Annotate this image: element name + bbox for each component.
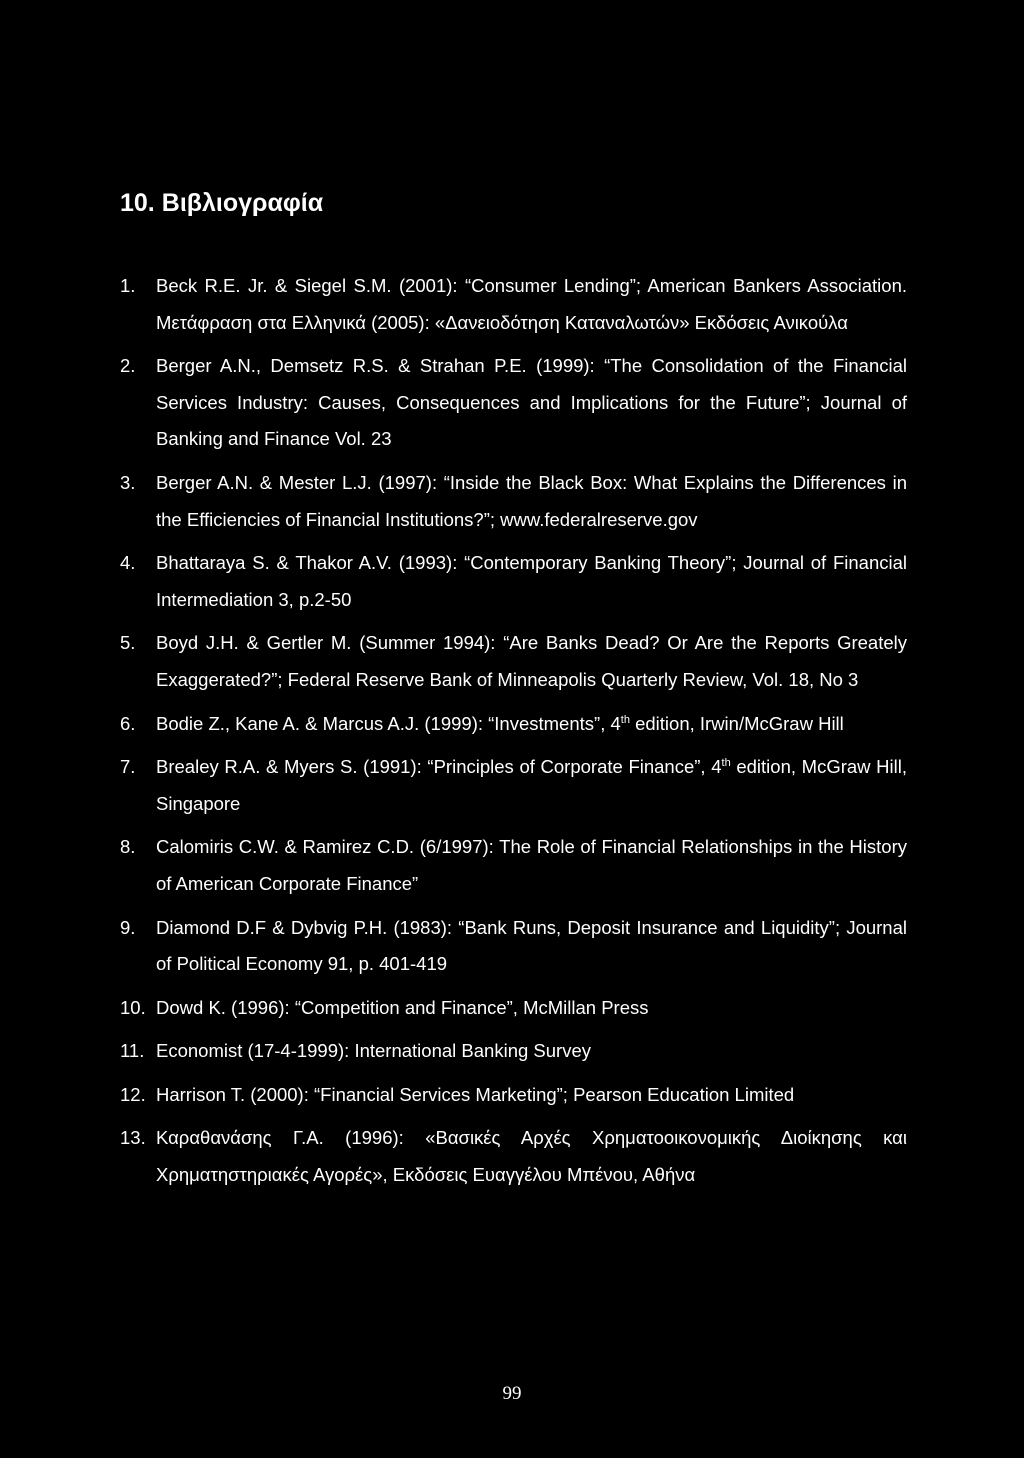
- bibliography-entry: [120, 910, 907, 983]
- entry-text-part: edition, McGraw Hill, Singapore: [156, 756, 908, 814]
- entry-text-part: edition, Irwin/McGraw Hill: [629, 712, 844, 734]
- bibliography-entry: [120, 829, 907, 902]
- entry-text-part: Brealey R.A. & Myers S. (1991): “Principles of Corporate Finance”, 4: [156, 756, 722, 778]
- section-number: 10.: [120, 188, 155, 217]
- entry-number: 1.: [120, 275, 136, 296]
- entry-number: 7.: [120, 756, 136, 778]
- bibliography-entry: [120, 268, 907, 341]
- superscript-ordinal: th: [620, 713, 630, 726]
- section-heading: [120, 189, 323, 218]
- entry-text: Boyd J.H. & Gertler M. (Summer 1994): “Are Banks Dead? Or Are the Reports Greately Exaggerated?”; Federal Reserve Bank of Minneapolis Quarterly Review, Vol. 18, No 3: [156, 632, 907, 690]
- bibliography-list: [120, 268, 907, 1201]
- entry-text: Economist (17-4-1999): International Banking Survey: [156, 1040, 591, 1062]
- entry-text-part: Bodie Z., Kane A. & Marcus A.J. (1999): “Investments”, 4: [156, 712, 621, 734]
- bibliography-entry: [120, 348, 907, 458]
- entry-number: 9.: [120, 916, 136, 938]
- superscript-ordinal: th: [721, 756, 731, 769]
- bibliography-entry: [120, 1077, 907, 1114]
- entry-text: Harrison T. (2000): “Financial Services Marketing”; Pearson Education Limited: [156, 1083, 795, 1105]
- entry-number: 2.: [120, 355, 136, 377]
- entry-text: [156, 749, 907, 822]
- bibliography-entry: [120, 545, 907, 618]
- entry-text: Berger A.N., Demsetz R.S. & Strahan P.E. (1999): “The Consolidation of the Financial Services Industry: Causes, Consequences and Implications for the Future”; Journal of Banking and Finance Vol. 23: [156, 355, 907, 450]
- page-number: 99: [502, 1383, 522, 1404]
- entry-text: Diamond D.F & Dybvig P.H. (1983): “Bank Runs, Deposit Insurance and Liquidity”; Journal of Political Economy 91, p. 401-419: [156, 916, 907, 975]
- bibliography-entry: [120, 1120, 907, 1193]
- bibliography-entry: [120, 749, 907, 822]
- entry-text: Καραθανάσης Γ.Α. (1996): «Βασικές Αρχές Χρηματοοικονομικής Διοίκησης και Χρηματηστηριακές Αγορές», Εκδόσεις Ευαγγέλου Μπένου, Αθήνα: [156, 1127, 907, 1186]
- entry-number: 8.: [120, 836, 136, 858]
- bibliography-entry: [120, 706, 907, 743]
- entry-text: Beck R.E. Jr. & Siegel S.M. (2001): “Consumer Lending”; American Bankers Association. Μετάφραση στα Ελληνικά (2005): «Δανειοδότηση Καταναλωτών» Εκδόσεις Ανικούλα: [156, 275, 907, 333]
- bibliography-entry: [120, 465, 907, 538]
- entry-number: 5.: [120, 632, 136, 654]
- bibliography-entry: [120, 990, 907, 1027]
- entry-text: [156, 706, 907, 743]
- entry-number: 11.: [120, 1040, 145, 1062]
- entry-number: 10.: [120, 996, 146, 1018]
- entry-text: Dowd K. (1996): “Competition and Finance”, McMillan Press: [156, 996, 649, 1018]
- bibliography-entry: [120, 625, 907, 698]
- entry-text: Berger A.N. & Mester L.J. (1997): “Inside the Black Box: What Explains the Differences in the Efficiencies of Financial Institutions?”; www.federalreserve.gov: [156, 471, 907, 530]
- section-title: Βιβλιογραφία: [161, 188, 324, 217]
- entry-number: 12.: [120, 1083, 146, 1105]
- entry-number: 13.: [120, 1127, 146, 1149]
- entry-text: Bhattaraya S. & Thakor A.V. (1993): “Contemporary Banking Theory”; Journal of Financial Intermediation 3, p.2-50: [156, 552, 907, 610]
- entry-number: 4.: [120, 552, 136, 574]
- entry-text: Calomiris C.W. & Ramirez C.D. (6/1997): The Role of Financial Relationships in the History of American Corporate Finance”: [156, 836, 907, 894]
- entry-number: 6.: [120, 712, 136, 734]
- bibliography-entry: [120, 1033, 907, 1070]
- entry-number: 3.: [120, 471, 136, 493]
